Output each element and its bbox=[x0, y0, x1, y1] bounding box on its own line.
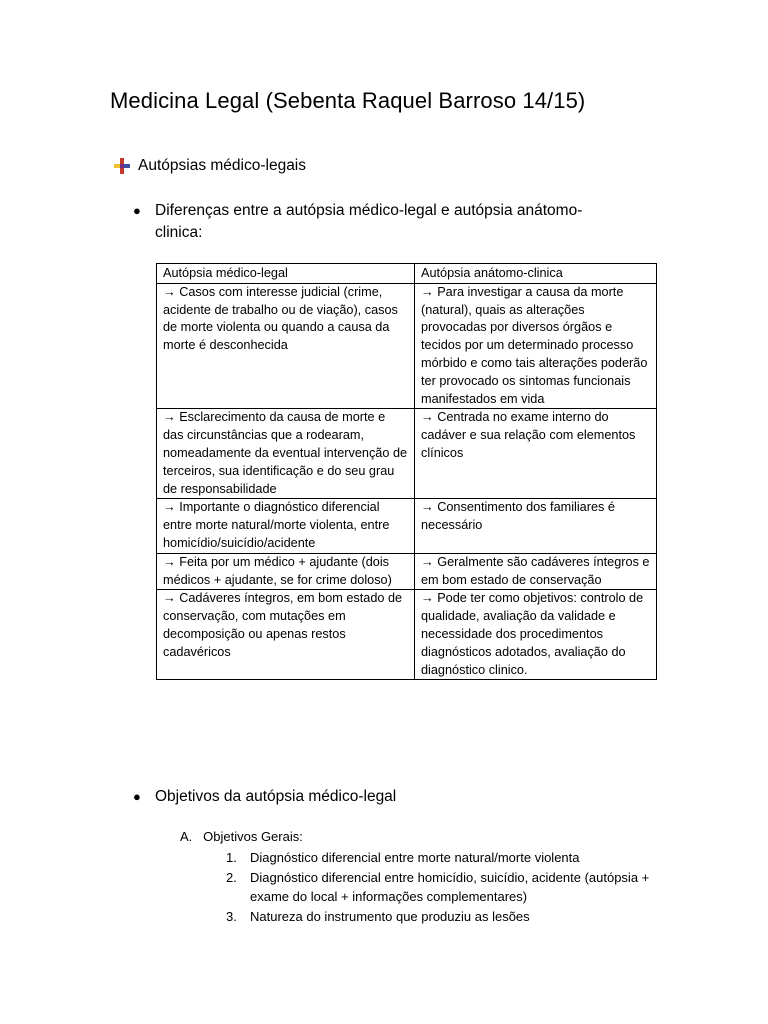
table-row bbox=[157, 409, 657, 499]
page-title: Medicina Legal (Sebenta Raquel Barroso 14/15) bbox=[110, 88, 586, 113]
table-row bbox=[157, 283, 657, 409]
list-number: 2. bbox=[226, 869, 237, 885]
table-cell: → Geralmente são cadáveres íntegros e em bom estado de conservação bbox=[415, 553, 657, 590]
table-cell: → Pode ter como objetivos: controlo de qualidade, avaliação da validade e necessidade dos procedimentos diagnósticos adotados, avaliação do diagnóstico clinico. bbox=[415, 590, 657, 680]
list-item bbox=[226, 868, 666, 907]
section-heading bbox=[112, 156, 306, 176]
sublist-marker: A. bbox=[180, 829, 193, 844]
list-number: 3. bbox=[226, 908, 237, 924]
bullet-text: Diferenças entre a autópsia médico-legal e autópsia anátomo-clinica: bbox=[155, 202, 583, 241]
table-cell: → Casos com interesse judicial (crime, acidente de trabalho ou de viação), casos de morte violenta ou quando a causa da morte é desconhecida bbox=[157, 283, 415, 409]
list-text: Diagnóstico diferencial entre morte natural/morte violenta bbox=[250, 850, 580, 865]
numbered-list bbox=[226, 848, 666, 926]
list-item bbox=[226, 848, 666, 868]
sublist-label: Objetivos Gerais: bbox=[203, 829, 303, 844]
bullet-item-objectives bbox=[133, 786, 625, 808]
list-item bbox=[226, 907, 666, 927]
table-header-cell: Autópsia anátomo-clinica bbox=[415, 264, 657, 284]
bullet-icon: ● bbox=[133, 203, 141, 218]
list-text: Natureza do instrumento que produziu as lesões bbox=[250, 908, 530, 924]
list-number: 1. bbox=[226, 850, 237, 865]
bullet-item-differences bbox=[133, 200, 625, 244]
bullet-icon: ● bbox=[133, 789, 141, 804]
table-cell: → Para investigar a causa da morte (natural), quais as alterações provocadas por diversos órgãos e tecidos por um determinado processo mórbido e como tais alterações poderão ter provocado os sintomas funcionais manifestados em vida bbox=[415, 283, 657, 409]
section-heading-label: Autópsias médico-legais bbox=[138, 157, 307, 174]
table-cell: → Feita por um médico + ajudante (dois médicos + ajudante, se for crime doloso) bbox=[157, 553, 415, 590]
table-header-row bbox=[157, 264, 657, 284]
table-cell: → Consentimento dos familiares é necessário bbox=[415, 499, 657, 553]
bullet-text: Objetivos da autópsia médico-legal bbox=[155, 788, 397, 805]
table-cell: → Centrada no exame interno do cadáver e sua relação com elementos clínicos bbox=[415, 409, 657, 499]
table-row bbox=[157, 590, 657, 680]
table-cell: → Cadáveres íntegros, em bom estado de conservação, com mutações em decomposição ou apenas restos cadavéricos bbox=[157, 590, 415, 680]
table-cell: → Esclarecimento da causa de morte e das circunstâncias que a rodearam, nomeadamente da eventual intervenção de terceiros, sua identificação e do seu grau de responsabilidade bbox=[157, 409, 415, 499]
list-text: Diagnóstico diferencial entre homicídio, suicídio, acidente (autópsia + exame do local + informações complementares) bbox=[250, 869, 650, 904]
table-row bbox=[157, 553, 657, 590]
table-cell: → Importante o diagnóstico diferencial entre morte natural/morte violenta, entre homicídio/suicídio/acidente bbox=[157, 499, 415, 553]
table-header-cell: Autópsia médico-legal bbox=[157, 264, 415, 284]
table-row bbox=[157, 499, 657, 553]
comparison-table bbox=[156, 263, 657, 680]
sublist-heading bbox=[180, 829, 303, 844]
cross-flag-icon bbox=[112, 156, 132, 176]
